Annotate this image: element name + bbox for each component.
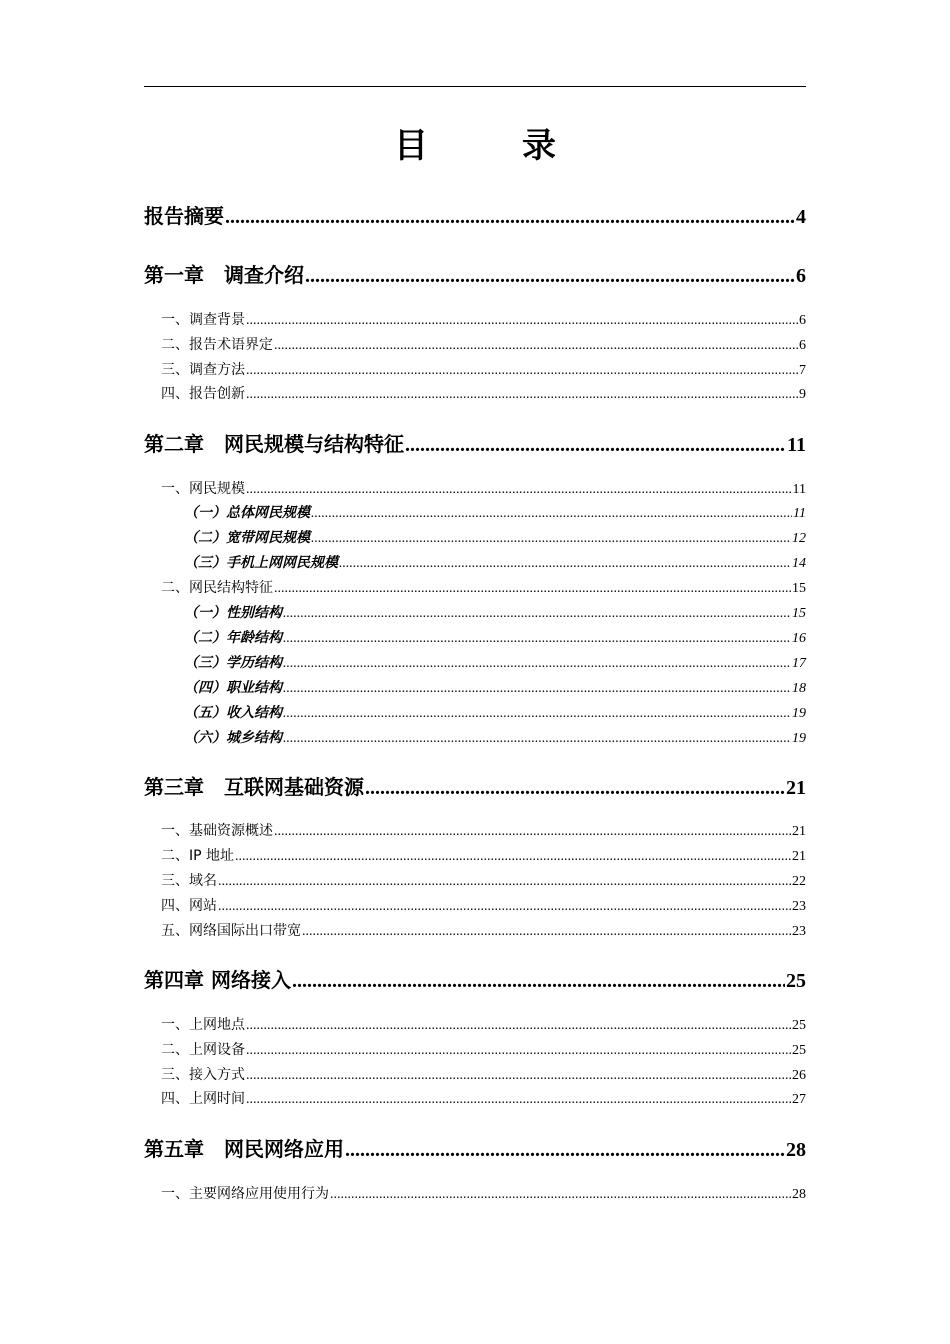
toc-entry-label: 第五章 网民网络应用: [144, 1137, 344, 1161]
toc-entry-label: 三、域名: [161, 873, 217, 889]
toc-entry[interactable]: [144, 845, 806, 865]
toc-entry-label: 一、主要网络应用使用行为: [161, 1186, 329, 1202]
toc-leader-dots: [283, 631, 791, 647]
toc-leader-dots: [274, 581, 791, 597]
toc-entry[interactable]: [144, 359, 806, 379]
toc-entry[interactable]: [144, 383, 806, 403]
toc-entry-label: 第四章 网络接入: [144, 968, 291, 992]
toc-entry-label: 三、接入方式: [161, 1067, 245, 1083]
toc-entry-label: 第一章 调查介绍: [144, 263, 304, 287]
toc-entry-label: 二、IP 地址: [161, 848, 235, 864]
toc-entry[interactable]: [144, 200, 806, 229]
toc-entry-page: 15: [792, 581, 806, 596]
page-title: 目 录: [394, 126, 586, 166]
toc-entry[interactable]: [144, 502, 806, 522]
toc-entry-label: （六）城乡结构: [184, 730, 282, 746]
toc-entry-label: 一、上网地点: [161, 1017, 245, 1033]
toc-entry-page: 7: [799, 363, 806, 378]
toc-leader-dots: [218, 874, 791, 890]
toc-entry-label: 四、上网时间: [161, 1091, 245, 1107]
toc-entry[interactable]: [144, 870, 806, 890]
toc-entry[interactable]: [144, 577, 806, 597]
toc-entry[interactable]: [144, 702, 806, 722]
toc-entry-page: 25: [792, 1043, 806, 1058]
toc-entry-page: 23: [792, 899, 806, 914]
toc-entry-page: 27: [792, 1092, 806, 1107]
toc-entry[interactable]: [144, 478, 806, 498]
toc-entry[interactable]: [144, 771, 806, 800]
toc-entry-label: 第三章 互联网基础资源: [144, 775, 364, 799]
toc-leader-dots: [246, 482, 792, 498]
toc-leader-dots: [339, 556, 791, 572]
toc-entry-label: 四、网站: [161, 898, 217, 914]
toc-entry[interactable]: [144, 652, 806, 672]
toc-leader-dots: [283, 656, 791, 672]
toc-entry-page: 9: [799, 387, 806, 402]
toc-entry-page: 17: [792, 656, 806, 671]
toc-entry-page: 12: [792, 531, 806, 546]
toc-entry-page: 25: [786, 970, 806, 992]
toc-entry[interactable]: [144, 1039, 806, 1059]
toc-entry-page: 14: [792, 556, 806, 571]
toc-entry[interactable]: [144, 334, 806, 354]
toc-entry-page: 28: [792, 1187, 806, 1202]
toc-entry-page: 16: [792, 631, 806, 646]
toc-leader-dots: [246, 1018, 791, 1034]
toc-leader-dots: [283, 606, 791, 622]
toc-entry-label: （四）职业结构: [184, 680, 282, 696]
toc-leader-dots: [311, 531, 791, 547]
toc-entry-label: 二、报告术语界定: [161, 337, 273, 353]
toc-entry-page: 21: [792, 824, 806, 839]
toc-entry-page: 19: [792, 706, 806, 721]
toc-entry-label: 四、报告创新: [161, 386, 245, 402]
toc-leader-dots: [246, 363, 798, 379]
toc-entry[interactable]: [144, 602, 806, 622]
toc-entry-page: 19: [792, 731, 806, 746]
toc-leader-dots: [283, 681, 791, 697]
toc-entry[interactable]: [144, 920, 806, 940]
toc-entry[interactable]: [144, 428, 806, 457]
toc-entry[interactable]: [144, 727, 806, 747]
toc-entry-label: 一、网民规模: [161, 481, 245, 497]
toc-entry[interactable]: [144, 309, 806, 329]
toc-leader-dots: [365, 777, 785, 800]
toc-leader-dots: [305, 265, 795, 288]
toc-entry-label: 一、调查背景: [161, 312, 245, 328]
toc-leader-dots: [218, 899, 791, 915]
toc-leader-dots: [274, 824, 791, 840]
toc-entry-page: 21: [786, 777, 806, 799]
toc-entry-label: （二）年龄结构: [184, 630, 282, 646]
toc-entry-label: （五）收入结构: [184, 705, 282, 721]
toc-leader-dots: [302, 924, 791, 940]
toc-entry[interactable]: [144, 552, 806, 572]
toc-entry-label: （二）宽带网民规模: [184, 530, 310, 546]
toc-leader-dots: [246, 313, 798, 329]
toc-entry[interactable]: [144, 820, 806, 840]
toc-entry-page: 15: [792, 606, 806, 621]
toc-leader-dots: [246, 1092, 791, 1108]
toc-entry-label: （一）性别结构: [184, 605, 282, 621]
toc-leader-dots: [345, 1139, 785, 1162]
toc-entry-page: 6: [796, 265, 806, 287]
toc-leader-dots: [283, 706, 791, 722]
toc-entry[interactable]: [144, 964, 806, 993]
toc-entry-label: 二、上网设备: [161, 1042, 245, 1058]
toc-entry-page: 18: [792, 681, 806, 696]
toc-leader-dots: [274, 338, 798, 354]
toc-entry[interactable]: [144, 1133, 806, 1162]
toc-entry[interactable]: [144, 627, 806, 647]
toc-entry-page: 6: [799, 313, 806, 328]
toc-entry[interactable]: [144, 677, 806, 697]
toc-entry-page: 28: [786, 1139, 806, 1161]
toc-leader-dots: [405, 434, 786, 457]
toc-leader-dots: [283, 731, 791, 747]
toc-entry-page: 25: [792, 1018, 806, 1033]
toc-entry-label: 第二章 网民规模与结构特征: [144, 432, 404, 456]
header-rule: [144, 86, 806, 87]
toc-entry-label: （三）手机上网网民规模: [184, 555, 338, 571]
toc-leader-dots: [311, 506, 792, 522]
toc-entry-page: 4: [796, 206, 806, 228]
toc-entry-page: 22: [792, 874, 806, 889]
toc-entry[interactable]: [144, 259, 806, 288]
toc-entry-page: 11: [793, 506, 806, 521]
toc-entry[interactable]: [144, 1183, 806, 1203]
toc-entry-page: 11: [787, 434, 806, 456]
toc-entry[interactable]: [144, 895, 806, 915]
toc-entry-label: 二、网民结构特征: [161, 580, 273, 596]
toc-leader-dots: [246, 1043, 791, 1059]
toc-entry-page: 21: [792, 849, 806, 864]
toc-entry-label: 三、调查方法: [161, 362, 245, 378]
toc-entry-page: 6: [799, 338, 806, 353]
toc-entry-page: 11: [792, 482, 806, 497]
toc-leader-dots: [292, 970, 785, 993]
toc-entry-label: （一）总体网民规模: [184, 505, 310, 521]
toc-entry[interactable]: [144, 527, 806, 547]
toc-entry-label: 一、基础资源概述: [161, 823, 273, 839]
toc-leader-dots: [225, 206, 795, 229]
toc-entry[interactable]: [144, 1088, 806, 1108]
toc-entry-label: 报告摘要: [144, 204, 224, 228]
toc-entry[interactable]: [144, 1064, 806, 1084]
toc-entry[interactable]: [144, 1014, 806, 1034]
toc-entry-page: 23: [792, 924, 806, 939]
toc-leader-dots: [330, 1187, 791, 1203]
toc-leader-dots: [246, 1068, 791, 1084]
toc-entry-page: 26: [792, 1068, 806, 1083]
toc-entry-label: 五、网络国际出口带宽: [161, 923, 301, 939]
toc-leader-dots: [235, 849, 791, 865]
toc-leader-dots: [246, 387, 798, 403]
toc-entry-label: （三）学历结构: [184, 655, 282, 671]
